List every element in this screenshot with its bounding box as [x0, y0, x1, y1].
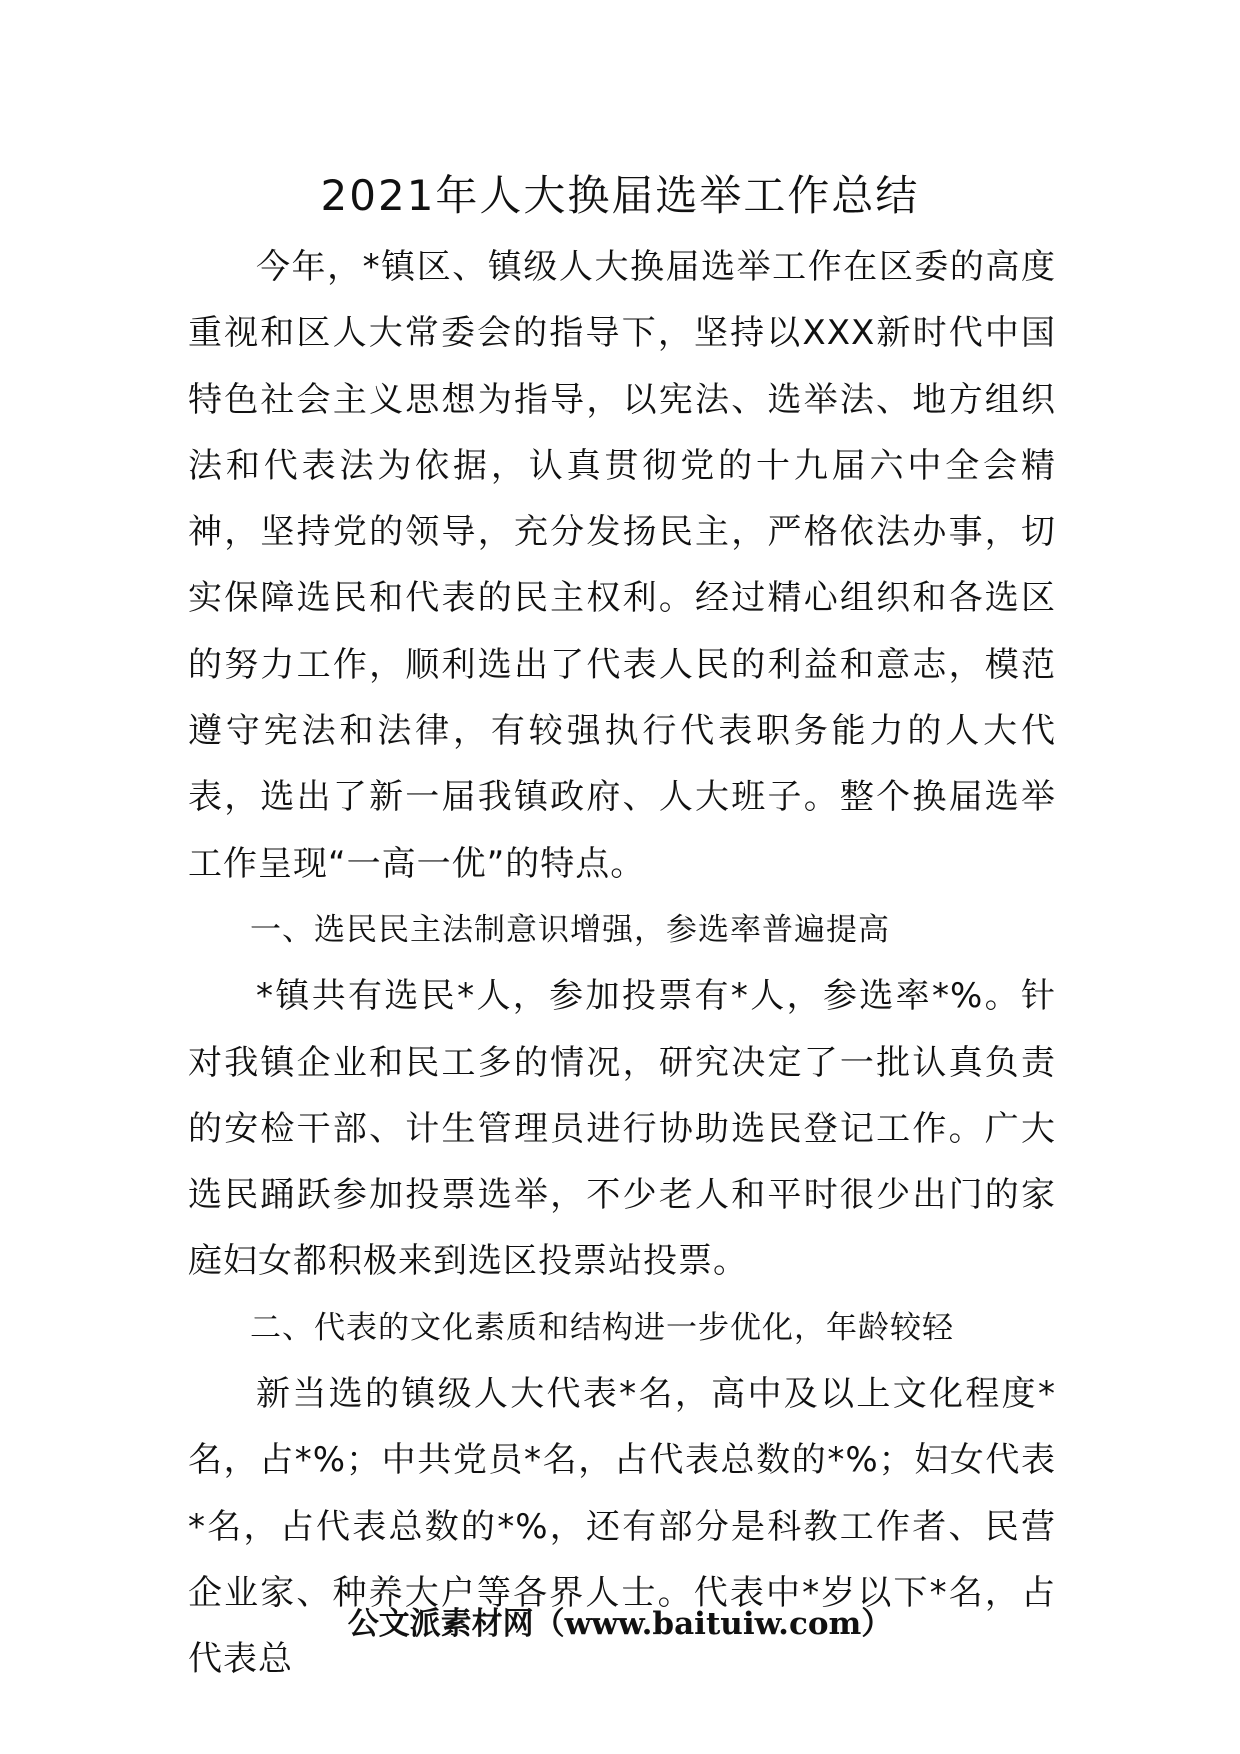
footer-source: 公文派素材网（www.baituiw.com） — [347, 1606, 893, 1642]
section-heading-2: 二、代表的文化素质和结构进一步优化，年龄较轻 — [250, 1309, 954, 1346]
section-heading-1: 一、选民民主法制意识增强，参选率普遍提高 — [250, 911, 890, 948]
paragraph-section-1: *镇共有选民*人，参加投票有*人，参选率*%。针对我镇企业和民工多的情况，研究决定了一批认真负责的安检干部、计生管理员进行协助选民登记工作。广大选民踊跃参加投票选举，不少老人和平时很少出门的家庭妇女都积极来到选区投票站投票。 — [188, 976, 1056, 1282]
document-title: 2021年人大换届选举工作总结 — [320, 171, 920, 220]
paragraph-section-2: 新当选的镇级人大代表*名，高中及以上文化程度*名，占*%；中共党员*名，占代表总数的*%；妇女代表*名，占代表总数的*%，还有部分是科教工作者、民营企业家、种养大户等各界人士。代表中*岁以下*名，占代表总 — [188, 1374, 1056, 1680]
document-body — [188, 234, 1056, 1693]
paragraph-intro: 今年，*镇区、镇级人大换届选举工作在区委的高度重视和区人大常委会的指导下，坚持以XXX新时代中国特色社会主义思想为指导，以宪法、选举法、地方组织法和代表法为依据，认真贯彻党的十九届六中全会精神，坚持党的领导，充分发扬民主，严格依法办事，切实保障选民和代表的民主权利。经过精心组织和各选区的努力工作，顺利选出了代表人民的利益和意志，模范遵守宪法和法律，有较强执行代表职务能力的人大代表，选出了新一届我镇政府、人大班子。整个换届选举工作呈现“一高一优”的特点。 — [188, 247, 1056, 884]
